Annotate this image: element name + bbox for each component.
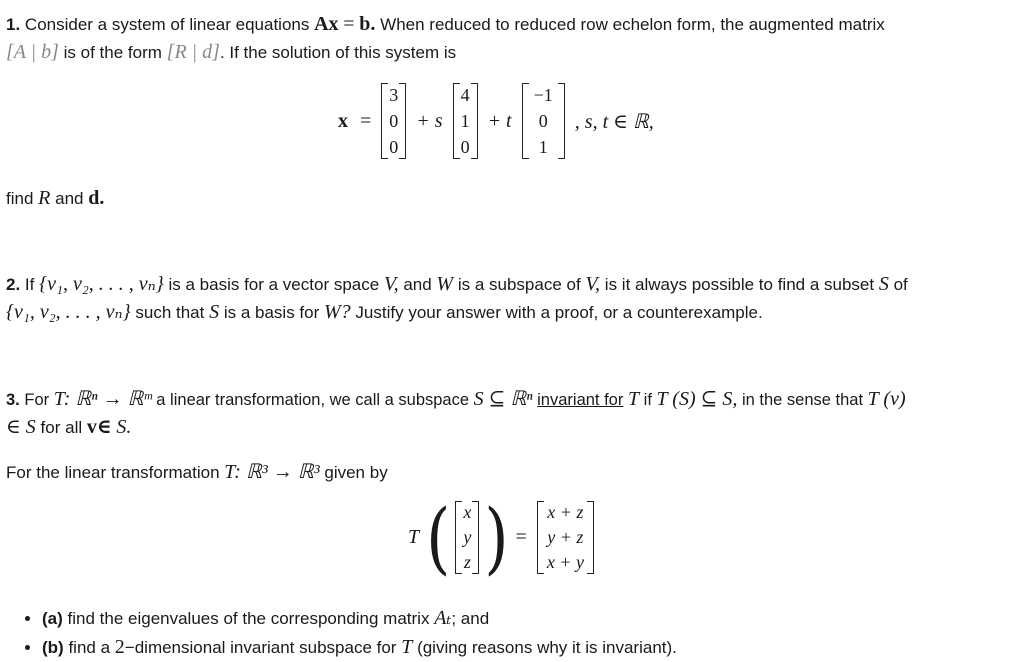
q2-text-2: is a basis for a vector space xyxy=(168,275,380,294)
q1-v2-entry: −1 xyxy=(533,85,553,105)
q2-number: 2. xyxy=(6,275,21,294)
q1-plus-s: + s xyxy=(416,109,443,132)
q1-v1-entry: 1 xyxy=(460,111,470,131)
q1-x-label: x xyxy=(338,109,348,132)
q3-transformation-formula xyxy=(402,491,598,583)
q3-output-entry: x + z xyxy=(547,502,584,522)
q2-text-7: such that xyxy=(135,303,205,322)
q2-text-4: is a subspace of xyxy=(457,275,581,294)
q1-line-1 xyxy=(6,12,885,37)
q1-augmented-matrix: [A | b] xyxy=(6,41,59,63)
q2-text-8: is a basis for xyxy=(223,303,320,322)
q3-task-a-label: (a) xyxy=(42,609,63,628)
q2-S: S xyxy=(878,273,889,295)
q3-Tv: T (v) xyxy=(867,388,906,410)
q3-task-b xyxy=(42,633,677,662)
q3-text-4: in the sense that xyxy=(741,391,864,409)
q1-text-1: Consider a system of linear equations xyxy=(24,15,310,34)
q1-eq: = xyxy=(343,13,355,35)
q1-parameters: , s, t ∈ ℝ, xyxy=(574,110,654,133)
q3-output-entry: x + y xyxy=(546,552,584,572)
q1-v0-entry: 0 xyxy=(389,137,399,157)
q3-text-6: For the linear transformation xyxy=(6,463,220,482)
q3-two: 2 xyxy=(114,636,125,658)
q3-map-2: T: ℝ³ → ℝ³ xyxy=(224,461,320,483)
q3-output-vector xyxy=(537,500,594,575)
q3-task-a-end: ; and xyxy=(451,609,490,628)
q1-solution-formula: x = 3 0 0 + s 4 1 0 + t −1 0 1 , s, t ∈ ℝ, xyxy=(332,82,660,160)
q3-condition: T (S) ⊆ S, xyxy=(656,388,738,410)
q3-text-1: For xyxy=(24,391,50,409)
q3-in-S: ∈ S xyxy=(6,416,36,438)
q1-R: R xyxy=(38,187,51,209)
q3-v-in: v∈ xyxy=(86,416,112,438)
q3-input-entry: y xyxy=(463,527,472,547)
q1-v0-entry: 3 xyxy=(389,85,399,105)
q1-vector-t xyxy=(522,82,565,160)
q3-task-b-text-2: −dimensional invariant subspace for xyxy=(124,638,397,657)
q2-set-1: {v₁, v₂, . . . , vₙ} xyxy=(39,273,164,295)
q3-input-entry: z xyxy=(463,552,471,572)
q1-v2-entry: 1 xyxy=(538,137,548,157)
q3-task-b-label: (b) xyxy=(42,638,64,657)
q1-line-3 xyxy=(6,186,104,211)
q3-text-5: for all xyxy=(40,418,83,437)
q2-V: V, xyxy=(383,273,399,295)
q1-text-4: . If the solution of this system is xyxy=(219,43,457,62)
q3-S: S. xyxy=(116,416,132,438)
q3-task-list xyxy=(22,604,677,662)
q3-line-2 xyxy=(6,415,131,440)
q3-A-T: Aₜ xyxy=(434,607,452,629)
q3-output-entry: y + z xyxy=(547,527,584,547)
q1-rref-form: [R | d] xyxy=(166,41,220,63)
q1-find: find xyxy=(6,189,34,208)
q3-line-3 xyxy=(6,460,388,485)
q3-equals: = xyxy=(515,526,527,548)
q1-text-2: When reduced to reduced row echelon form, the augmented matrix xyxy=(380,15,885,34)
q1-vector-s xyxy=(453,82,478,160)
q1-line-2 xyxy=(6,40,456,65)
q1-text-3: is of the form xyxy=(63,43,162,62)
q1-and: and xyxy=(55,189,84,208)
q3-input-entry: x xyxy=(463,502,472,522)
q2-S2: S xyxy=(209,301,220,323)
q2-text-1: If xyxy=(24,275,35,294)
q1-v1-entry: 0 xyxy=(460,137,470,157)
q2-set-2: {v₁, v₂, . . . , vₙ} xyxy=(6,301,131,323)
q3-task-b-T: T xyxy=(401,636,413,658)
q1-number: 1. xyxy=(6,15,21,34)
q3-number: 3. xyxy=(6,391,20,409)
q1-plus-t: + t xyxy=(487,109,512,132)
q3-text-3: if xyxy=(643,391,652,409)
q3-text-7: given by xyxy=(324,463,388,482)
q2-text-9: Justify your answer with a proof, or a counterexample. xyxy=(355,303,763,322)
q2-line-1 xyxy=(6,272,908,297)
q3-T: T xyxy=(627,388,640,410)
left-paren: ( xyxy=(426,491,451,583)
q3-text-2: a linear transformation, we call a subspace xyxy=(156,391,470,409)
right-paren: ) xyxy=(484,491,509,583)
q3-map: T: ℝⁿ → ℝᵐ xyxy=(53,388,152,410)
q3-line-1 xyxy=(6,387,906,412)
q2-text-6: of xyxy=(893,275,908,294)
q3-task-a xyxy=(42,604,677,633)
q1-vector-particular xyxy=(381,82,406,160)
q2-W2: W? xyxy=(324,301,351,323)
q1-b: b. xyxy=(359,13,376,35)
q1-d: d. xyxy=(88,187,105,209)
q2-line-2 xyxy=(6,300,763,325)
q1-ax: Ax xyxy=(314,13,339,35)
q2-text-5: is it always possible to find a subset xyxy=(604,275,875,294)
q1-v2-entry: 0 xyxy=(538,111,548,131)
q3-invariant-term: invariant for xyxy=(537,391,624,409)
q2-V2: V, xyxy=(585,273,601,295)
q3-task-b-text-3: (giving reasons why it is invariant). xyxy=(417,638,677,657)
q2-W: W xyxy=(436,273,454,295)
q3-task-b-text-1: find a xyxy=(68,638,111,657)
q2-text-3: and xyxy=(403,275,432,294)
q3-subspace: S ⊆ ℝⁿ xyxy=(473,388,533,410)
q3-T-label: T xyxy=(408,526,420,548)
q1-v0-entry: 0 xyxy=(389,111,399,131)
q3-task-a-text: find the eigenvalues of the corresponding matrix xyxy=(67,609,430,628)
q3-input-vector xyxy=(455,500,479,575)
q1-v1-entry: 4 xyxy=(460,85,470,105)
